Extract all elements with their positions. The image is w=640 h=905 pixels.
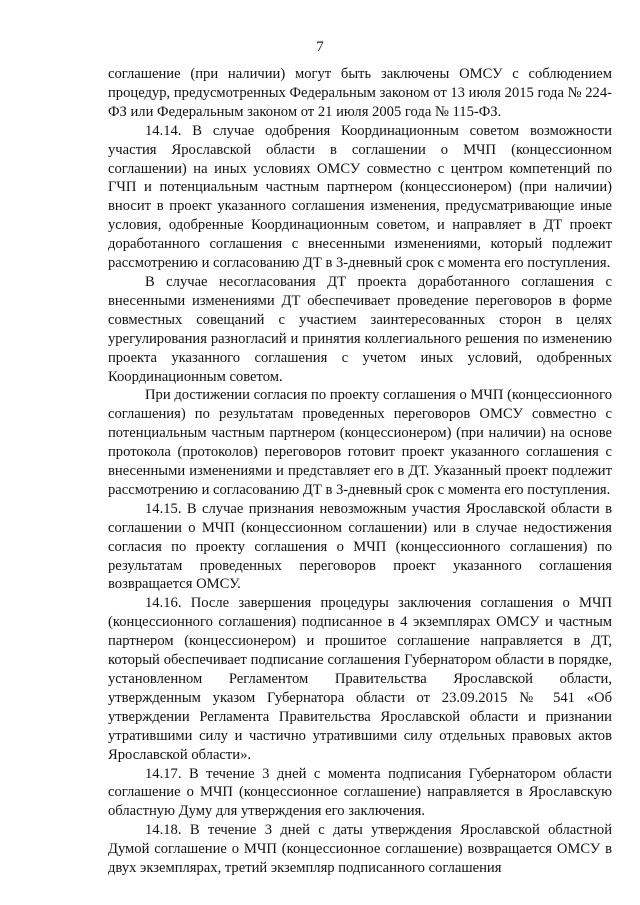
document-body	[108, 65, 612, 878]
paragraph-agreement-reached: При достижении согласия по проекту соглашения о МЧП (концессионного соглашения) по результатам проведенных переговоров ОМСУ совместно с потенциальным частным партнером (концессионером) (при наличии) на основе протокола (протоколов) переговоров готовит проект указанного соглашения с внесенными изменениями и представляет его в ДТ. Указанный проект подлежит рассмотрению и согласованию ДТ в 3-дневный срок с момента его поступления.	[108, 387, 612, 498]
paragraph-14-18: 14.18. В течение 3 дней с даты утверждения Ярославской областной Думой соглашение о МЧП (концессионное соглашение) возвращается ОМСУ в двух экземплярах, третий экземпляр подписанного соглашения	[108, 822, 612, 877]
paragraph-continuation: соглашение (при наличии) могут быть заключены ОМСУ с соблюдением процедур, предусмотренных Федеральным законом от 13 июля 2015 года № 224-ФЗ или Федеральным законом от 21 июля 2005 года № 115-ФЗ.	[108, 66, 612, 120]
paragraph-disagreement: В случае несогласования ДТ проекта доработанного соглашения с внесенными изменениями ДТ обеспечивает проведение переговоров в форме совместных совещаний с участием заинтересованных сторон в целях урегулирования разногласий и принятия коллегиального решения по изменению проекта указанного соглашения с учетом иных условий, одобренных Координационным советом.	[108, 273, 612, 385]
paragraph-14-15: 14.15. В случае признания невозможным участия Ярославской области в соглашении о МЧП (концессионном соглашении) или в случае недостижения согласия по проекту соглашения о МЧП (концессионного соглашения) по результатам проведенных переговоров проект указанного соглашения возвращается ОМСУ.	[108, 500, 612, 593]
page-number: 7	[316, 39, 324, 55]
paragraph-14-16: 14.16. После завершения процедуры заключения соглашения о МЧП (концессионного соглашения) подписанное в 4 экземплярах ОМСУ и частным партнером (концессионером) и прошитое соглашение направляется в ДТ, который обеспечивает подписание соглашения Губернатором области в порядке, установленном Регламентом Правительства Ярославской области, утвержденным указом Губернатора области от 23.09.2015 № 541 «Об утверждении Регламента Правительства Ярославской области и признании утратившими силу и частично утратившими силу отдельных правовых актов Ярославской области».	[108, 595, 612, 763]
paragraph-14-17: 14.17. В течение 3 дней с момента подписания Губернатором области соглашение о МЧП (концессионное соглашение) направляется в Ярославскую областную Думу для утверждения его заключения.	[108, 765, 612, 820]
paragraph-14-14: 14.14. В случае одобрения Координационным советом возможности участия Ярославской области в соглашении о МЧП (концессионном соглашении) на иных условиях ОМСУ совместно с центром компетенций по ГЧП и потенциальным частным партнером (концессионером) (при наличии) вносит в проект указанного соглашения изменения, предусматривающие иные условия, одобренные Координационным советом, и направляет в ДТ проект доработанного соглашения с внесенными изменениями, который подлежит рассмотрению и согласованию ДТ в 3-дневный срок с момента его поступления.	[108, 122, 612, 272]
